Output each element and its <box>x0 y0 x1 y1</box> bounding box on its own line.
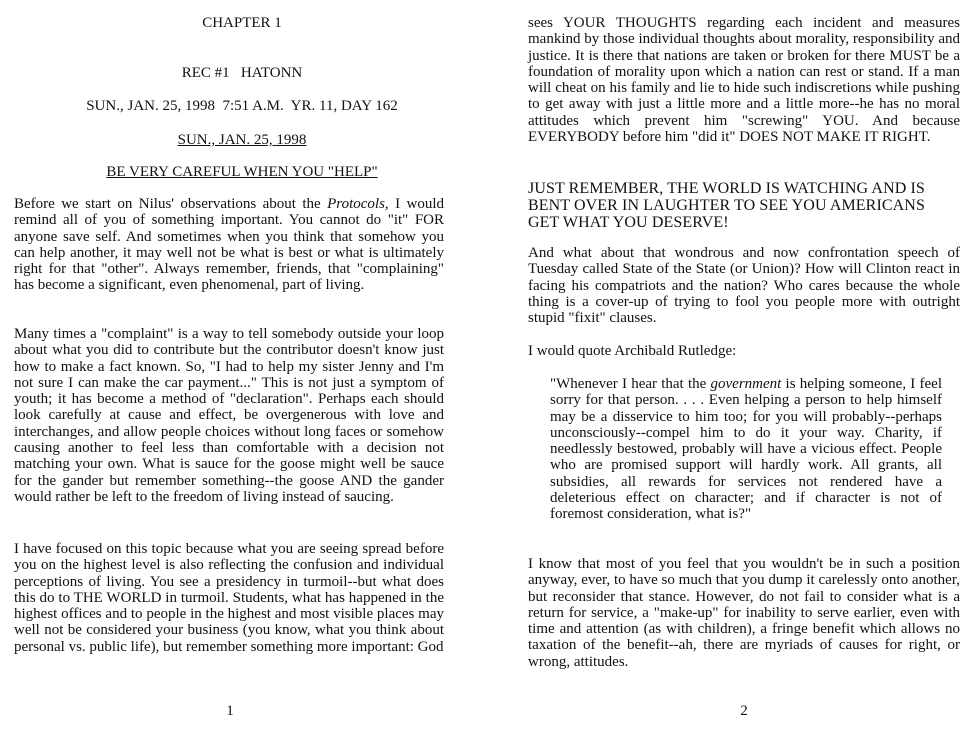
page-number-1: 1 <box>226 703 234 719</box>
right-page <box>490 0 978 734</box>
protocols-italic: Protocols <box>327 196 385 212</box>
rec-line: REC #1 HATONN <box>181 65 303 81</box>
right-paragraph-1: sees YOUR THOUGHTS regarding each incident and measures mankind by those individual thoughts about morality, responsibility and justice. It is there that nations are taken or broken for there MUST be a foundation of morality upon which a nation can rest or stand. If a man will cheat on his family and lie to hide such indiscretions while pushing to get away with just a little more and a little more--he has no moral attitudes which prevent him "screwing" YOU. And because EVERYBODY before him "did it" DOES NOT MAKE IT RIGHT. <box>528 15 960 146</box>
left-paragraph-2: Many times a "complaint" is a way to tell somebody outside your loop about what you did to contribute but the contributor doesn't know just how to make a fact known. So, "I had to help my sister Jenny and I'm not sure I can make the car payment..." This is not just a symptom of youth; it has become a method of "declaration". Perhaps each should look carefully at cause and effect, be overgenerous with love and interchanges, and allow people choices without long faces or somehow causing another to feel less than comfortable with a decision not matching your own. What is sauce for the goose might well be sauce for the gander but remember something--the goose AND the gander would rather be left to the freedom of living instead of saucing. <box>14 326 444 505</box>
left-paragraph-1: Before we start on Nilus' observations about the Protocols, I would remind all of you of something important. You cannot do "it" FOR anyone save self. And sometimes when you think that somehow you can help another, it may well not be what is best or what is ultimately right for that "other". Always remember, friends, that "complaining" has become a significant, even phenomenal, part of living. <box>14 196 444 294</box>
government-italic: government <box>710 376 782 392</box>
page-number-2: 2 <box>740 703 748 719</box>
left-paragraph-3: I have focused on this topic because what you are seeing spread before you on the highest level is also reflecting the confusion and individual perceptions of living. You see a presidency in turmoil--but what does this do to THE WORLD in turmoil. Students, what has happened in the highest offices and to people in the highest and most visible places may well not be considered your business (you know, what you think about personal vs. public life), but remember something more important: God <box>14 541 444 655</box>
rutledge-quote: "Whenever I hear that the government is helping someone, I feel sorry for that person. . . . Even helping a person to help himself may be a disservice to him too; for you will probably--perhaps unconsciously--compel him to do it your way. Charity, if needlessly bestowed, probably will have a vicious effect. People who are promised support will hardly work. All grants, all subsidies, all rewards for services not rendered have a deleterious effect on character; and if character is not of foremost consideration, what is?" <box>550 376 943 523</box>
date-line: SUN., JAN. 25, 1998 7:51 A.M. YR. 11, DAY 162 <box>86 98 398 114</box>
caps-paragraph: JUST REMEMBER, THE WORLD IS WATCHING AND IS BENT OVER IN LAUGHTER TO SEE YOU AMERICANS GET WHAT YOU DESERVE! <box>528 180 925 231</box>
quote-intro: I would quote Archibald Rutledge: <box>528 343 737 359</box>
date-underlined: SUN., JAN. 25, 1998 <box>177 132 307 148</box>
right-paragraph-2: And what about that wondrous and now confrontation speech of Tuesday called State of the State (or Union)? How will Clinton react in facing his compatriots and the nation? Who cares because the whole thing is a cover-up of trying to fool you people more with outright stupid "fixit" clauses. <box>528 245 960 327</box>
section-title: BE VERY CAREFUL WHEN YOU "HELP" <box>106 164 378 180</box>
right-paragraph-3: I know that most of you feel that you wouldn't be in such a position anyway, ever, to have so much that you dump it carelessly onto another, but reconsider that stance. However, do not fail to consider what is a return for service, a "make-up" for inability to serve earlier, even with time and attention (as with children), a fringe benefit which allows no taxation of the benefit--ah, there are myriads of causes for right, or wrong, attitudes. <box>528 556 960 670</box>
chapter-heading: CHAPTER 1 <box>202 15 282 31</box>
